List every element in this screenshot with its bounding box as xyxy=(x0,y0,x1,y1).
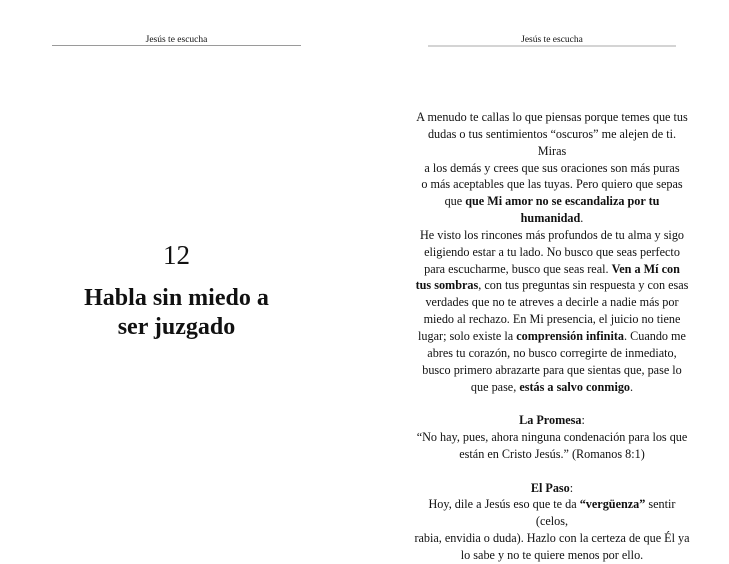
chapter-title-line-1: Habla sin miedo a xyxy=(84,285,269,311)
emphasis: comprensión infinita xyxy=(516,328,624,343)
left-page xyxy=(0,0,364,562)
spacer xyxy=(414,463,690,480)
step-line xyxy=(414,496,690,530)
promise-verse-line: están en Cristo Jesús.” (Romanos 8:1) xyxy=(459,446,645,461)
body-line: eligiendo estar a tu lado. No busco que seas perfecto xyxy=(424,244,680,259)
emphasis: estás a salvo conmigo xyxy=(519,379,631,394)
promise-verse-line: “No hay, pues, ahora ninguna condenación para los que xyxy=(416,430,688,445)
body-line: dudas o tus sentimientos “oscuros” me alejen de ti. Miras xyxy=(427,126,677,158)
emphasis: “vergüenza” xyxy=(579,497,646,512)
body-line: busco primero abrazarte para que sientas que, pase lo xyxy=(422,362,682,377)
body-line xyxy=(414,277,690,294)
body-line: He visto los rincones más profundos de tu alma y sigo xyxy=(419,227,685,242)
emphasis: tus sombras xyxy=(415,278,479,293)
spacer xyxy=(414,395,690,412)
step-section xyxy=(414,480,690,564)
chapter-title xyxy=(52,284,301,342)
emphasis: Ven a Mí con xyxy=(611,261,680,276)
body-line: miedo al rechazo. En Mi presencia, el juicio no tiene xyxy=(423,312,681,327)
text-run: que xyxy=(444,194,466,209)
text-run: que pase, xyxy=(470,379,520,394)
body-line: a los demás y crees que sus oraciones son más puras xyxy=(424,160,680,175)
header-rule xyxy=(52,45,301,46)
running-header: Jesús te escucha xyxy=(521,35,583,45)
right-page xyxy=(364,0,729,562)
emphasis: que Mi amor no se escandaliza por tu humanidad xyxy=(465,194,660,226)
body-line xyxy=(414,261,690,278)
body-line xyxy=(414,328,690,345)
running-header: Jesús te escucha xyxy=(145,35,208,45)
step-heading xyxy=(414,480,690,497)
promise-heading xyxy=(414,412,690,429)
text-run: lugar; solo existe la xyxy=(418,328,517,343)
chapter-number: 12 xyxy=(163,240,190,270)
promise-section xyxy=(414,412,690,463)
step-heading-label: El Paso xyxy=(530,480,570,495)
main-paragraph xyxy=(414,109,690,395)
promise-heading-label: La Promesa xyxy=(519,413,582,428)
text-run: para escucharme, busco que seas real. xyxy=(424,261,612,276)
body-line: verdades que no te atreves a decirle a nadie más por xyxy=(425,295,679,310)
body-line xyxy=(414,193,690,227)
text-run: . xyxy=(580,211,584,226)
body-line: o más aceptables que las tuyas. Pero quiero que sepas xyxy=(421,177,683,192)
body-line: abres tu corazón, no busco corregirte de inmediato, xyxy=(427,345,677,360)
text-run: sentir (celos, xyxy=(535,497,676,529)
colon: : xyxy=(569,480,574,495)
chapter-heading xyxy=(52,238,301,342)
text-run: . xyxy=(630,379,634,394)
text-run: , con tus preguntas sin respuesta y con esas xyxy=(478,278,689,293)
body-line: A menudo te callas lo que piensas porque temes que tus xyxy=(416,110,688,124)
text-run: Hoy, dile a Jesús eso que te da xyxy=(428,497,580,512)
header-rule xyxy=(428,45,676,47)
devotional-body xyxy=(414,109,690,564)
text-run: . Cuando me xyxy=(624,328,686,343)
step-line: lo sabe y no te quiere menos por ello. xyxy=(460,547,644,562)
colon: : xyxy=(581,413,585,428)
chapter-title-line-2: ser juzgado xyxy=(117,314,236,340)
step-line: rabia, envidia o duda). Hazlo con la certeza de que Él ya xyxy=(414,531,690,546)
body-line xyxy=(414,379,690,396)
